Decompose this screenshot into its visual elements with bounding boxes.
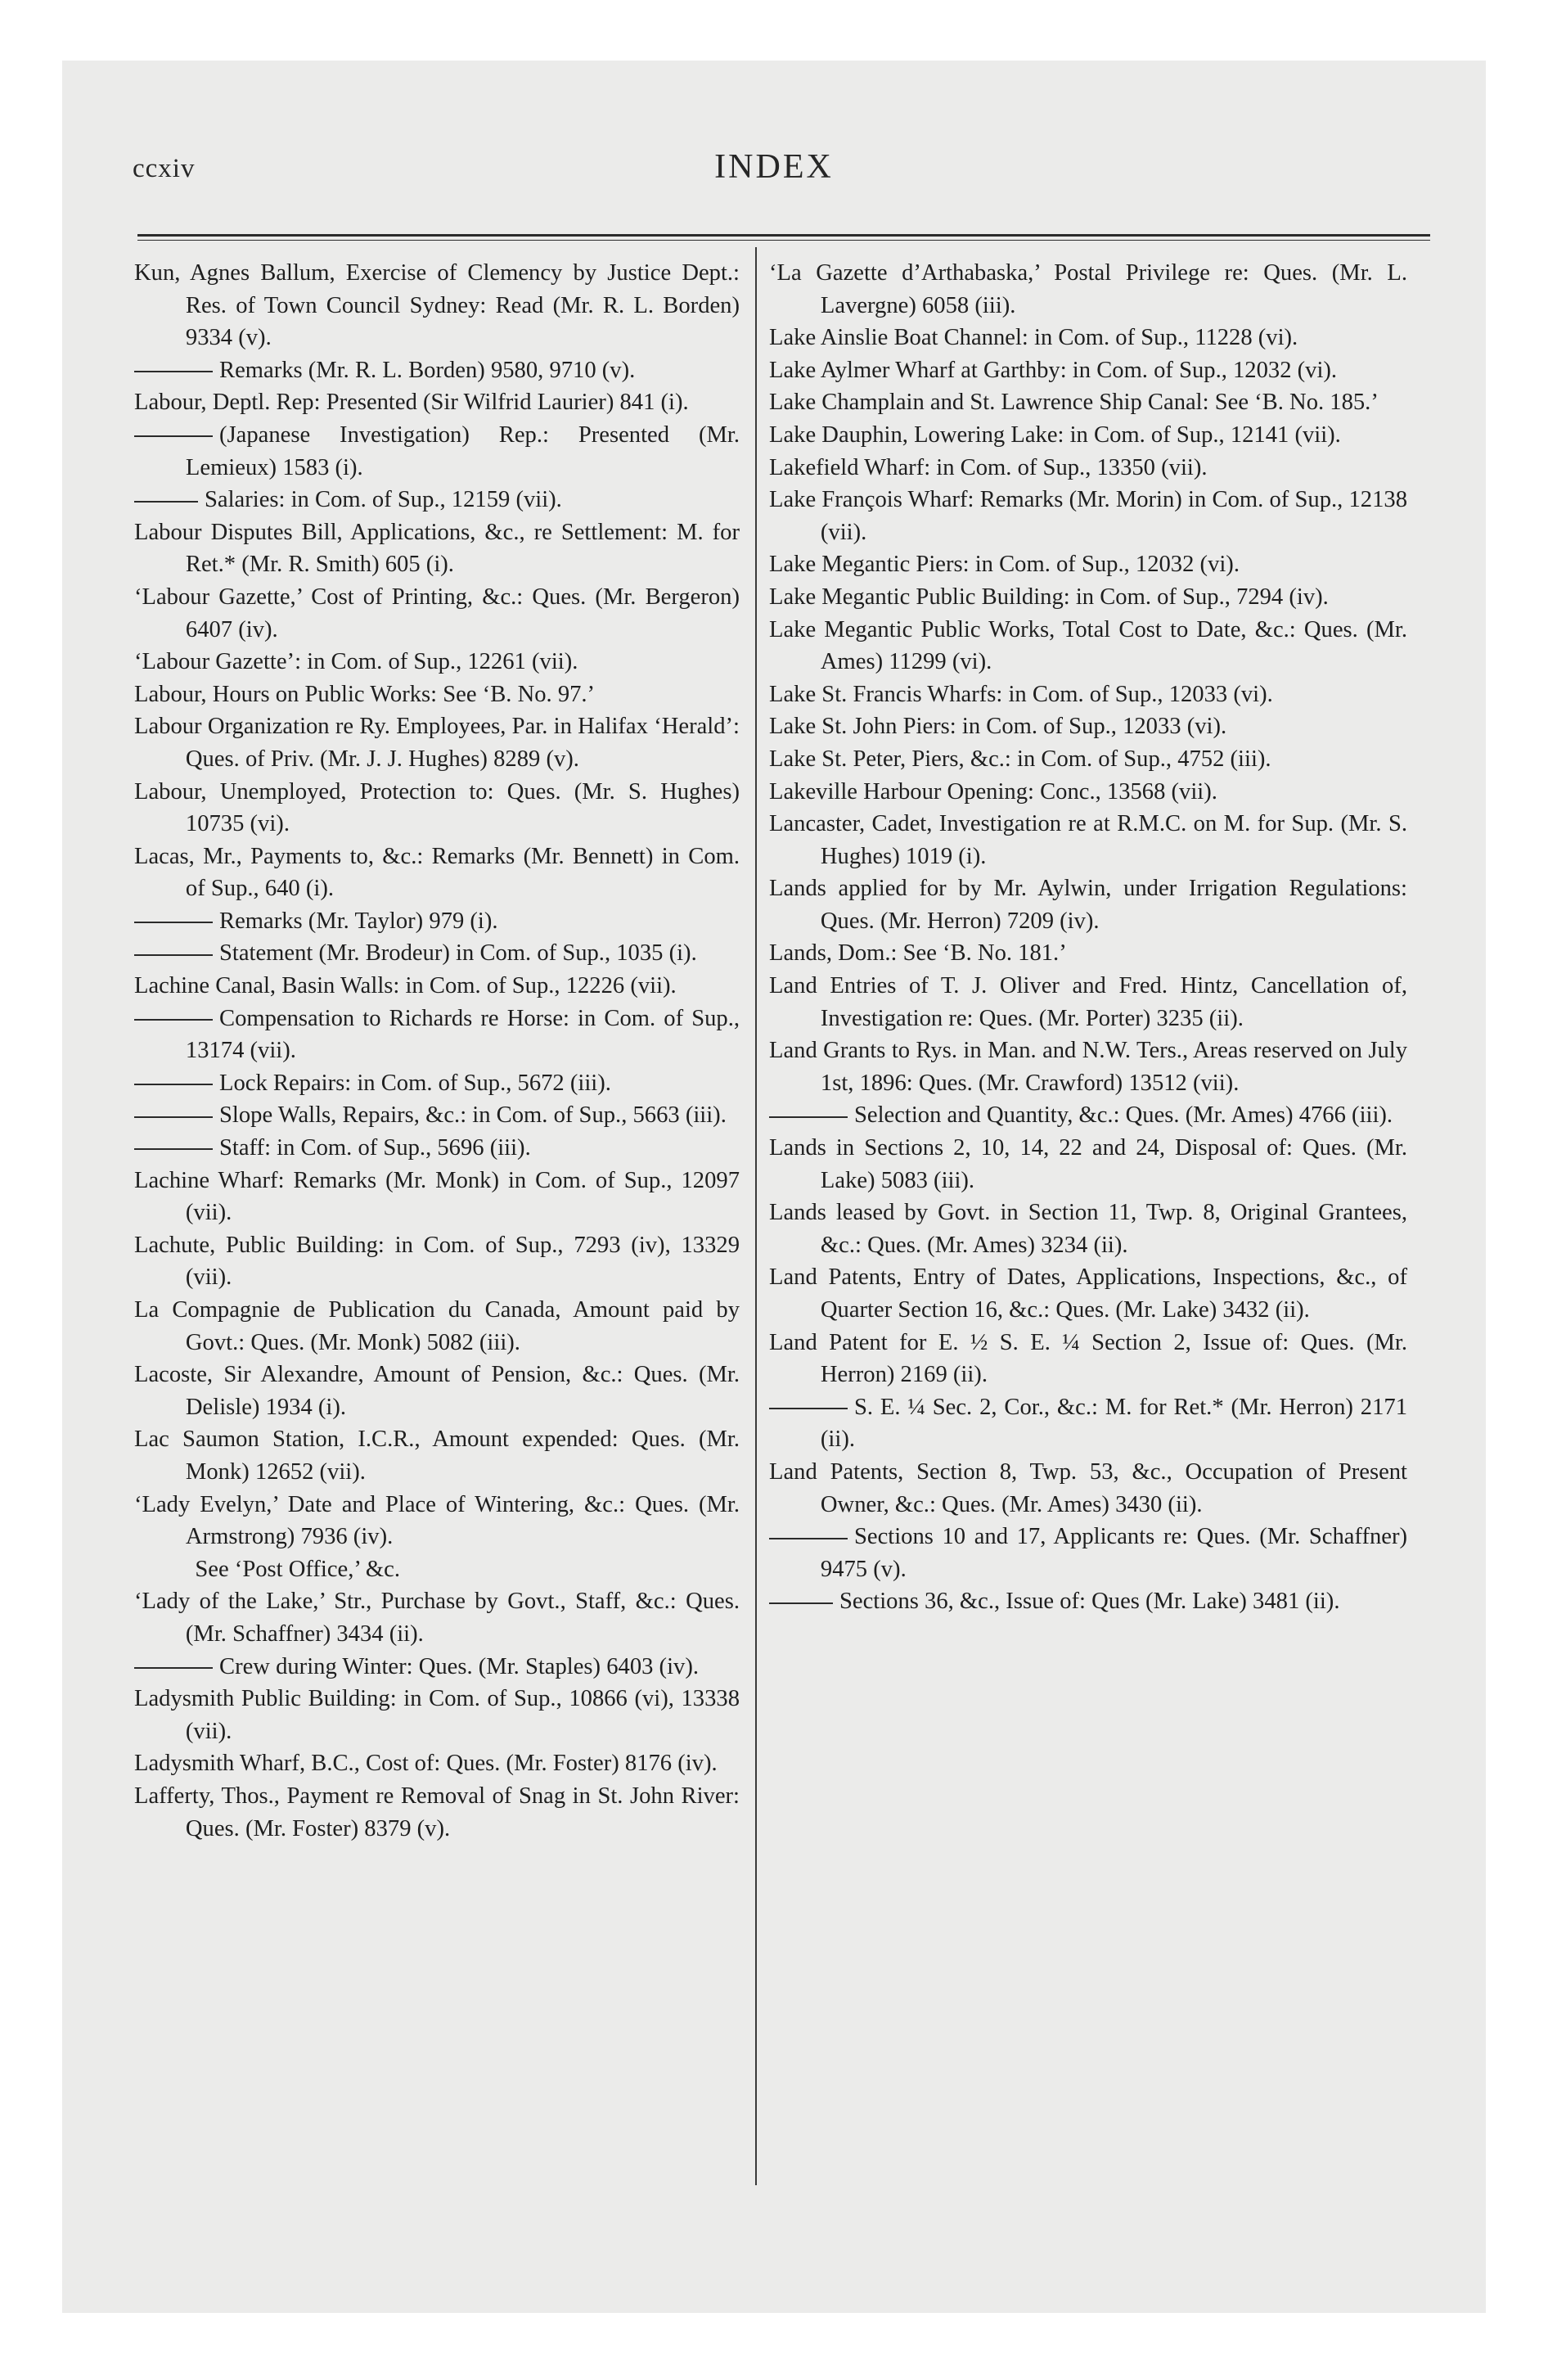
index-entry bbox=[134, 1003, 740, 1067]
ditto-dash bbox=[134, 501, 198, 503]
index-entry-text: ‘Labour Gazette’: in Com. of Sup., 12261 (vii). bbox=[134, 649, 578, 675]
index-entry-text: Labour, Hours on Public Works: See ‘B. No. 97.’ bbox=[134, 681, 596, 707]
index-entry-text: Land Patent for E. ½ S. E. ¼ Section 2, Issue of: Ques. (Mr. Herron) 2169 (ii). bbox=[769, 1329, 1407, 1388]
index-entry bbox=[769, 1261, 1407, 1326]
index-entry bbox=[134, 1359, 740, 1423]
index-entry-text: Labour Disputes Bill, Applications, &c., re Settlement: M. for Ret.* (Mr. R. Smith) 605 (i). bbox=[134, 519, 740, 578]
index-entry bbox=[134, 1780, 740, 1845]
index-entry bbox=[134, 646, 740, 678]
page-number: ccxiv bbox=[133, 154, 196, 183]
ditto-dash bbox=[769, 1408, 848, 1409]
index-entry bbox=[134, 970, 740, 1003]
index-entry bbox=[134, 1229, 740, 1294]
index-entry bbox=[769, 808, 1407, 872]
index-entry bbox=[134, 1489, 740, 1553]
header-rule-thick bbox=[137, 234, 1430, 237]
page-title: INDEX bbox=[714, 148, 834, 186]
index-entry-text: ‘Labour Gazette,’ Cost of Printing, &c.: Ques. (Mr. Bergeron) 6407 (iv). bbox=[134, 584, 740, 642]
index-entry-text: Slope Walls, Repairs, &c.: in Com. of Sup., 5663 (iii). bbox=[219, 1102, 727, 1129]
index-entry bbox=[769, 970, 1407, 1034]
index-entry-text: Land Grants to Rys. in Man. and N.W. Ters., Areas reserved on July 1st, 1896: Ques. (Mr. Crawford) 13512 (vii). bbox=[769, 1038, 1407, 1096]
index-entry-text: Lake Megantic Piers: in Com. of Sup., 12032 (vi). bbox=[769, 552, 1240, 578]
index-entry bbox=[769, 1585, 1407, 1618]
index-entry-text: (Japanese Investigation) Rep.: Presented (Mr. Lemieux) 1583 (i). bbox=[185, 421, 740, 480]
index-entry-text: Land Patents, Entry of Dates, Applications, Inspections, &c., of Quarter Section 16, &c.: Ques. (Mr. Lake) 3432 (ii). bbox=[769, 1264, 1407, 1323]
index-entry-text: ‘La Gazette d’Arthabaska,’ Postal Privilege re: Ques. (Mr. L. Lavergne) 6058 (iii). bbox=[769, 260, 1407, 318]
index-entry-text: Lands leased by Govt. in Section 11, Twp. 8, Original Grantees, &c.: Ques. (Mr. Ames) 3234 (ii). bbox=[769, 1200, 1407, 1258]
index-entry-text: Ladysmith Public Building: in Com. of Sup., 10866 (vi), 13338 (vii). bbox=[134, 1686, 740, 1744]
index-entry-text: Labour, Deptl. Rep: Presented (Sir Wilfrid Laurier) 841 (i). bbox=[134, 390, 689, 416]
ditto-dash bbox=[769, 1602, 833, 1604]
index-entry bbox=[134, 841, 740, 905]
index-entry bbox=[134, 257, 740, 354]
ditto-dash bbox=[134, 954, 213, 956]
scanned-page bbox=[62, 61, 1486, 2313]
index-entry bbox=[134, 937, 740, 970]
index-entry bbox=[769, 710, 1407, 743]
index-entry-text: Compensation to Richards re Horse: in Com. of Sup., 13174 (vii). bbox=[185, 1005, 740, 1064]
index-entry-text: Lands in Sections 2, 10, 14, 22 and 24, Disposal of: Ques. (Mr. Lake) 5083 (iii). bbox=[769, 1135, 1407, 1193]
index-entry-text: S. E. ¼ Sec. 2, Cor., &c.: M. for Ret.* (Mr. Herron) 2171 (ii). bbox=[820, 1394, 1407, 1453]
index-entry bbox=[134, 354, 740, 387]
index-entry bbox=[134, 710, 740, 775]
index-entry bbox=[769, 776, 1407, 809]
index-entry-text: Lac Saumon Station, I.C.R., Amount expended: Ques. (Mr. Monk) 12652 (vii). bbox=[134, 1427, 740, 1485]
ditto-dash bbox=[134, 1084, 213, 1085]
index-entry bbox=[769, 1391, 1407, 1456]
index-entry bbox=[769, 1197, 1407, 1261]
index-entry bbox=[769, 1099, 1407, 1132]
index-entry bbox=[769, 452, 1407, 485]
index-entry-text: Salaries: in Com. of Sup., 12159 (vii). bbox=[205, 487, 562, 513]
ditto-dash bbox=[134, 1667, 213, 1669]
index-entry bbox=[134, 581, 740, 646]
index-entry bbox=[769, 1327, 1407, 1391]
ditto-dash bbox=[134, 435, 213, 437]
index-entry bbox=[134, 1683, 740, 1747]
index-entry bbox=[134, 1132, 740, 1165]
index-entry bbox=[134, 776, 740, 841]
index-entry-text: Labour Organization re Ry. Employees, Par. in Halifax ‘Herald’: Ques. of Priv. (Mr. J. J. Hughes) 8289 (v). bbox=[134, 714, 740, 772]
ditto-dash bbox=[769, 1116, 848, 1118]
index-entry-text: Lachute, Public Building: in Com. of Sup., 7293 (iv), 13329 (vii). bbox=[134, 1232, 740, 1291]
index-entry-text: Lake St. John Piers: in Com. of Sup., 12033 (vi). bbox=[769, 714, 1227, 740]
index-entry bbox=[769, 1034, 1407, 1099]
ditto-dash bbox=[769, 1538, 848, 1539]
index-entry bbox=[134, 1423, 740, 1488]
index-entry bbox=[769, 419, 1407, 452]
column-divider bbox=[755, 247, 757, 2185]
index-entry-text: Lachine Canal, Basin Walls: in Com. of Sup., 12226 (vii). bbox=[134, 973, 677, 999]
index-entry-text: Sections 10 and 17, Applicants re: Ques. (Mr. Schaffner) 9475 (v). bbox=[820, 1524, 1407, 1582]
index-entry bbox=[134, 1165, 740, 1229]
index-entry-text: Lachine Wharf: Remarks (Mr. Monk) in Com. of Sup., 12097 (vii). bbox=[134, 1167, 740, 1226]
index-entry-text: Lakeville Harbour Opening: Conc., 13568 (vii). bbox=[769, 778, 1217, 805]
index-entry bbox=[769, 1521, 1407, 1585]
index-entry bbox=[769, 322, 1407, 354]
index-column-left bbox=[134, 257, 740, 1845]
index-entry-text: See ‘Post Office,’ &c. bbox=[195, 1556, 401, 1582]
header-rule-thin bbox=[137, 240, 1430, 241]
index-entry-text: Lake Megantic Public Works, Total Cost to Date, &c.: Ques. (Mr. Ames) 11299 (vi). bbox=[769, 616, 1407, 675]
index-entry-text: La Compagnie de Publication du Canada, Amount paid by Govt.: Ques. (Mr. Monk) 5082 (iii). bbox=[134, 1297, 740, 1355]
index-entry-text: Lake Champlain and St. Lawrence Ship Canal: See ‘B. No. 185.’ bbox=[769, 390, 1379, 416]
index-entry-text: Staff: in Com. of Sup., 5696 (iii). bbox=[219, 1135, 531, 1161]
index-entry bbox=[769, 386, 1407, 419]
index-entry-text: Lands applied for by Mr. Aylwin, under Irrigation Regulations: Ques. (Mr. Herron) 7209 (iv). bbox=[769, 876, 1407, 934]
index-entry-text: Land Patents, Section 8, Twp. 53, &c., Occupation of Present Owner, &c.: Ques. (Mr. Ames) 3430 (ii). bbox=[769, 1458, 1407, 1517]
index-entry bbox=[134, 1553, 740, 1586]
ditto-dash bbox=[134, 922, 213, 923]
index-entry-text: Remarks (Mr. Taylor) 979 (i). bbox=[219, 908, 498, 934]
index-entry-text: Lake Aylmer Wharf at Garthby: in Com. of Sup., 12032 (vi). bbox=[769, 357, 1338, 383]
index-entry bbox=[769, 937, 1407, 970]
index-entry bbox=[134, 386, 740, 419]
index-entry bbox=[134, 1651, 740, 1684]
index-entry-text: Lacas, Mr., Payments to, &c.: Remarks (Mr. Bennett) in Com. of Sup., 640 (i). bbox=[134, 843, 740, 902]
index-entry bbox=[134, 1067, 740, 1100]
ditto-dash bbox=[134, 1019, 213, 1021]
index-entry bbox=[134, 1585, 740, 1650]
page-header bbox=[62, 147, 1486, 196]
index-entry bbox=[769, 1456, 1407, 1521]
index-entry bbox=[134, 678, 740, 711]
index-entry-text: Lancaster, Cadet, Investigation re at R.M.C. on M. for Sup. (Mr. S. Hughes) 1019 (i). bbox=[769, 811, 1407, 869]
index-entry-text: Lake St. Francis Wharfs: in Com. of Sup., 12033 (vi). bbox=[769, 681, 1273, 707]
index-entry-text: Lands, Dom.: See ‘B. No. 181.’ bbox=[769, 940, 1067, 967]
index-entry bbox=[769, 581, 1407, 614]
index-entry bbox=[769, 548, 1407, 581]
index-entry-text: Lake Dauphin, Lowering Lake: in Com. of Sup., 12141 (vii). bbox=[769, 421, 1341, 448]
index-entry-text: Selection and Quantity, &c.: Ques. (Mr. Ames) 4766 (iii). bbox=[854, 1102, 1393, 1129]
index-entry bbox=[769, 354, 1407, 387]
index-entry bbox=[134, 1099, 740, 1132]
index-entry-text: Remarks (Mr. R. L. Borden) 9580, 9710 (v). bbox=[219, 357, 636, 383]
index-entry-text: Lacoste, Sir Alexandre, Amount of Pension, &c.: Ques. (Mr. Delisle) 1934 (i). bbox=[134, 1362, 740, 1420]
index-entry bbox=[134, 484, 740, 516]
index-entry-text: Sections 36, &c., Issue of: Ques (Mr. Lake) 3481 (ii). bbox=[839, 1589, 1340, 1615]
index-entry bbox=[769, 872, 1407, 937]
index-entry-text: Lake François Wharf: Remarks (Mr. Morin) in Com. of Sup., 12138 (vii). bbox=[769, 487, 1407, 545]
index-entry bbox=[134, 1294, 740, 1359]
ditto-dash bbox=[134, 1116, 213, 1118]
index-column-right bbox=[769, 257, 1407, 1618]
index-entry-text: Lafferty, Thos., Payment re Removal of Snag in St. John River: Ques. (Mr. Foster) 8379 (v). bbox=[134, 1783, 740, 1841]
ditto-dash bbox=[134, 371, 213, 372]
index-entry-text: Ladysmith Wharf, B.C., Cost of: Ques. (Mr. Foster) 8176 (iv). bbox=[134, 1751, 718, 1777]
index-entry bbox=[769, 257, 1407, 322]
index-entry bbox=[134, 419, 740, 484]
index-entry bbox=[769, 743, 1407, 776]
index-entry-text: Statement (Mr. Brodeur) in Com. of Sup., 1035 (i). bbox=[219, 940, 697, 967]
index-entry bbox=[134, 1747, 740, 1780]
index-entry-text: Land Entries of T. J. Oliver and Fred. Hintz, Cancellation of, Investigation re: Ques. (Mr. Porter) 3235 (ii). bbox=[769, 973, 1407, 1031]
index-entry bbox=[769, 484, 1407, 548]
index-entry-text: Labour, Unemployed, Protection to: Ques. (Mr. S. Hughes) 10735 (vi). bbox=[134, 778, 740, 837]
index-entry-text: Lake Megantic Public Building: in Com. of Sup., 7294 (iv). bbox=[769, 584, 1329, 610]
index-entry-text: Kun, Agnes Ballum, Exercise of Clemency by Justice Dept.: Res. of Town Council Sydney: Read (Mr. R. L. Borden) 9334 (v). bbox=[134, 260, 740, 351]
index-entry bbox=[769, 678, 1407, 711]
index-entry-text: Lock Repairs: in Com. of Sup., 5672 (iii). bbox=[219, 1070, 611, 1096]
index-entry bbox=[134, 516, 740, 581]
index-entry-text: Crew during Winter: Ques. (Mr. Staples) 6403 (iv). bbox=[219, 1653, 699, 1679]
ditto-dash bbox=[134, 1148, 213, 1150]
index-entry-text: ‘Lady of the Lake,’ Str., Purchase by Govt., Staff, &c.: Ques. (Mr. Schaffner) 3434 (ii). bbox=[134, 1589, 740, 1647]
index-entry bbox=[769, 1132, 1407, 1197]
index-entry bbox=[769, 614, 1407, 678]
index-entry bbox=[134, 905, 740, 938]
index-entry-text: Lake St. Peter, Piers, &c.: in Com. of Sup., 4752 (iii). bbox=[769, 746, 1271, 772]
index-entry-text: Lakefield Wharf: in Com. of Sup., 13350 (vii). bbox=[769, 454, 1208, 480]
index-entry-text: ‘Lady Evelyn,’ Date and Place of Wintering, &c.: Ques. (Mr. Armstrong) 7936 (iv). bbox=[134, 1491, 740, 1550]
index-entry-text: Lake Ainslie Boat Channel: in Com. of Sup., 11228 (vi). bbox=[769, 325, 1298, 351]
